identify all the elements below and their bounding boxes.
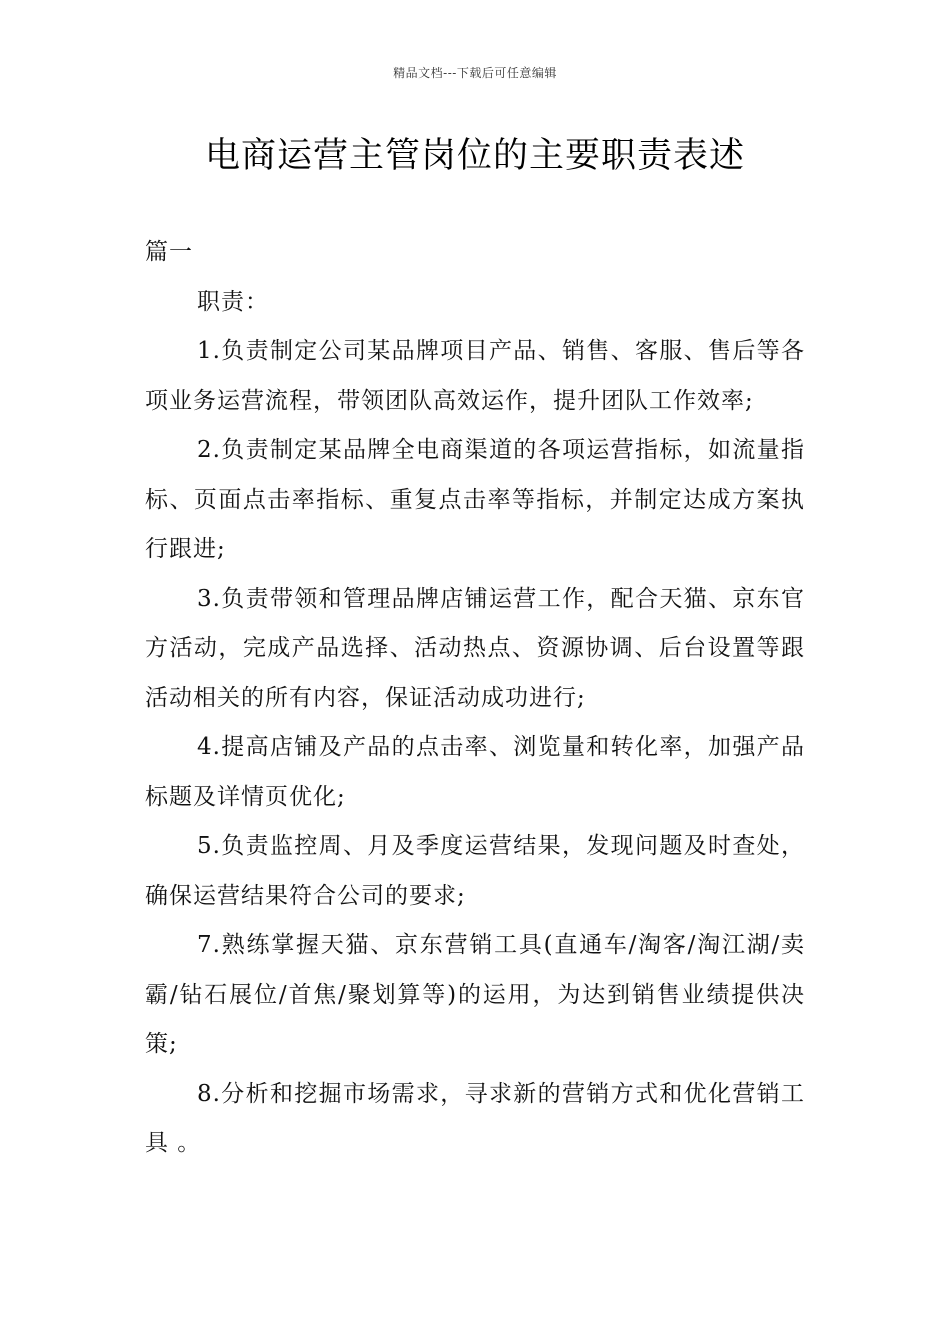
page-title: 电商运营主管岗位的主要职责表述 [204,136,745,176]
duty-item-7: 7.熟练掌握天猫、京东营销工具(直通车/淘客/淘江湖/卖霸/钻石展位/首焦/聚划算等)的运用，为达到销售业绩提供决策; [145,932,805,1057]
document-body [145,228,805,1169]
header-note: 精品文档---下载后可任意编辑 [393,66,557,80]
section-label: 篇一 [145,239,193,265]
duty-item-8: 8.分析和挖掘市场需求，寻求新的营销方式和优化营销工具 。 [145,1080,805,1156]
duty-item-4: 4.提高店铺及产品的点击率、浏览量和转化率，加强产品标题及详情页优化; [145,734,805,810]
duty-item-3: 3.负责带领和管理品牌店铺运营工作，配合天猫、京东官方活动，完成产品选择、活动热点、资源协调、后台设置等跟活动相关的所有内容，保证活动成功进行; [145,585,805,711]
duty-item-2: 2.负责制定某品牌全电商渠道的各项运营指标，如流量指标、页面点击率指标、重复点击率等指标，并制定达成方案执行跟进; [145,437,805,562]
duty-item-1: 1.负责制定公司某品牌项目产品、销售、客服、售后等各项业务运营流程，带领团队高效运作，提升团队工作效率; [145,338,805,414]
duty-item-5: 5.负责监控周、月及季度运营结果，发现问题及时查处，确保运营结果符合公司的要求; [145,833,805,909]
duties-heading: 职责： [197,288,269,315]
